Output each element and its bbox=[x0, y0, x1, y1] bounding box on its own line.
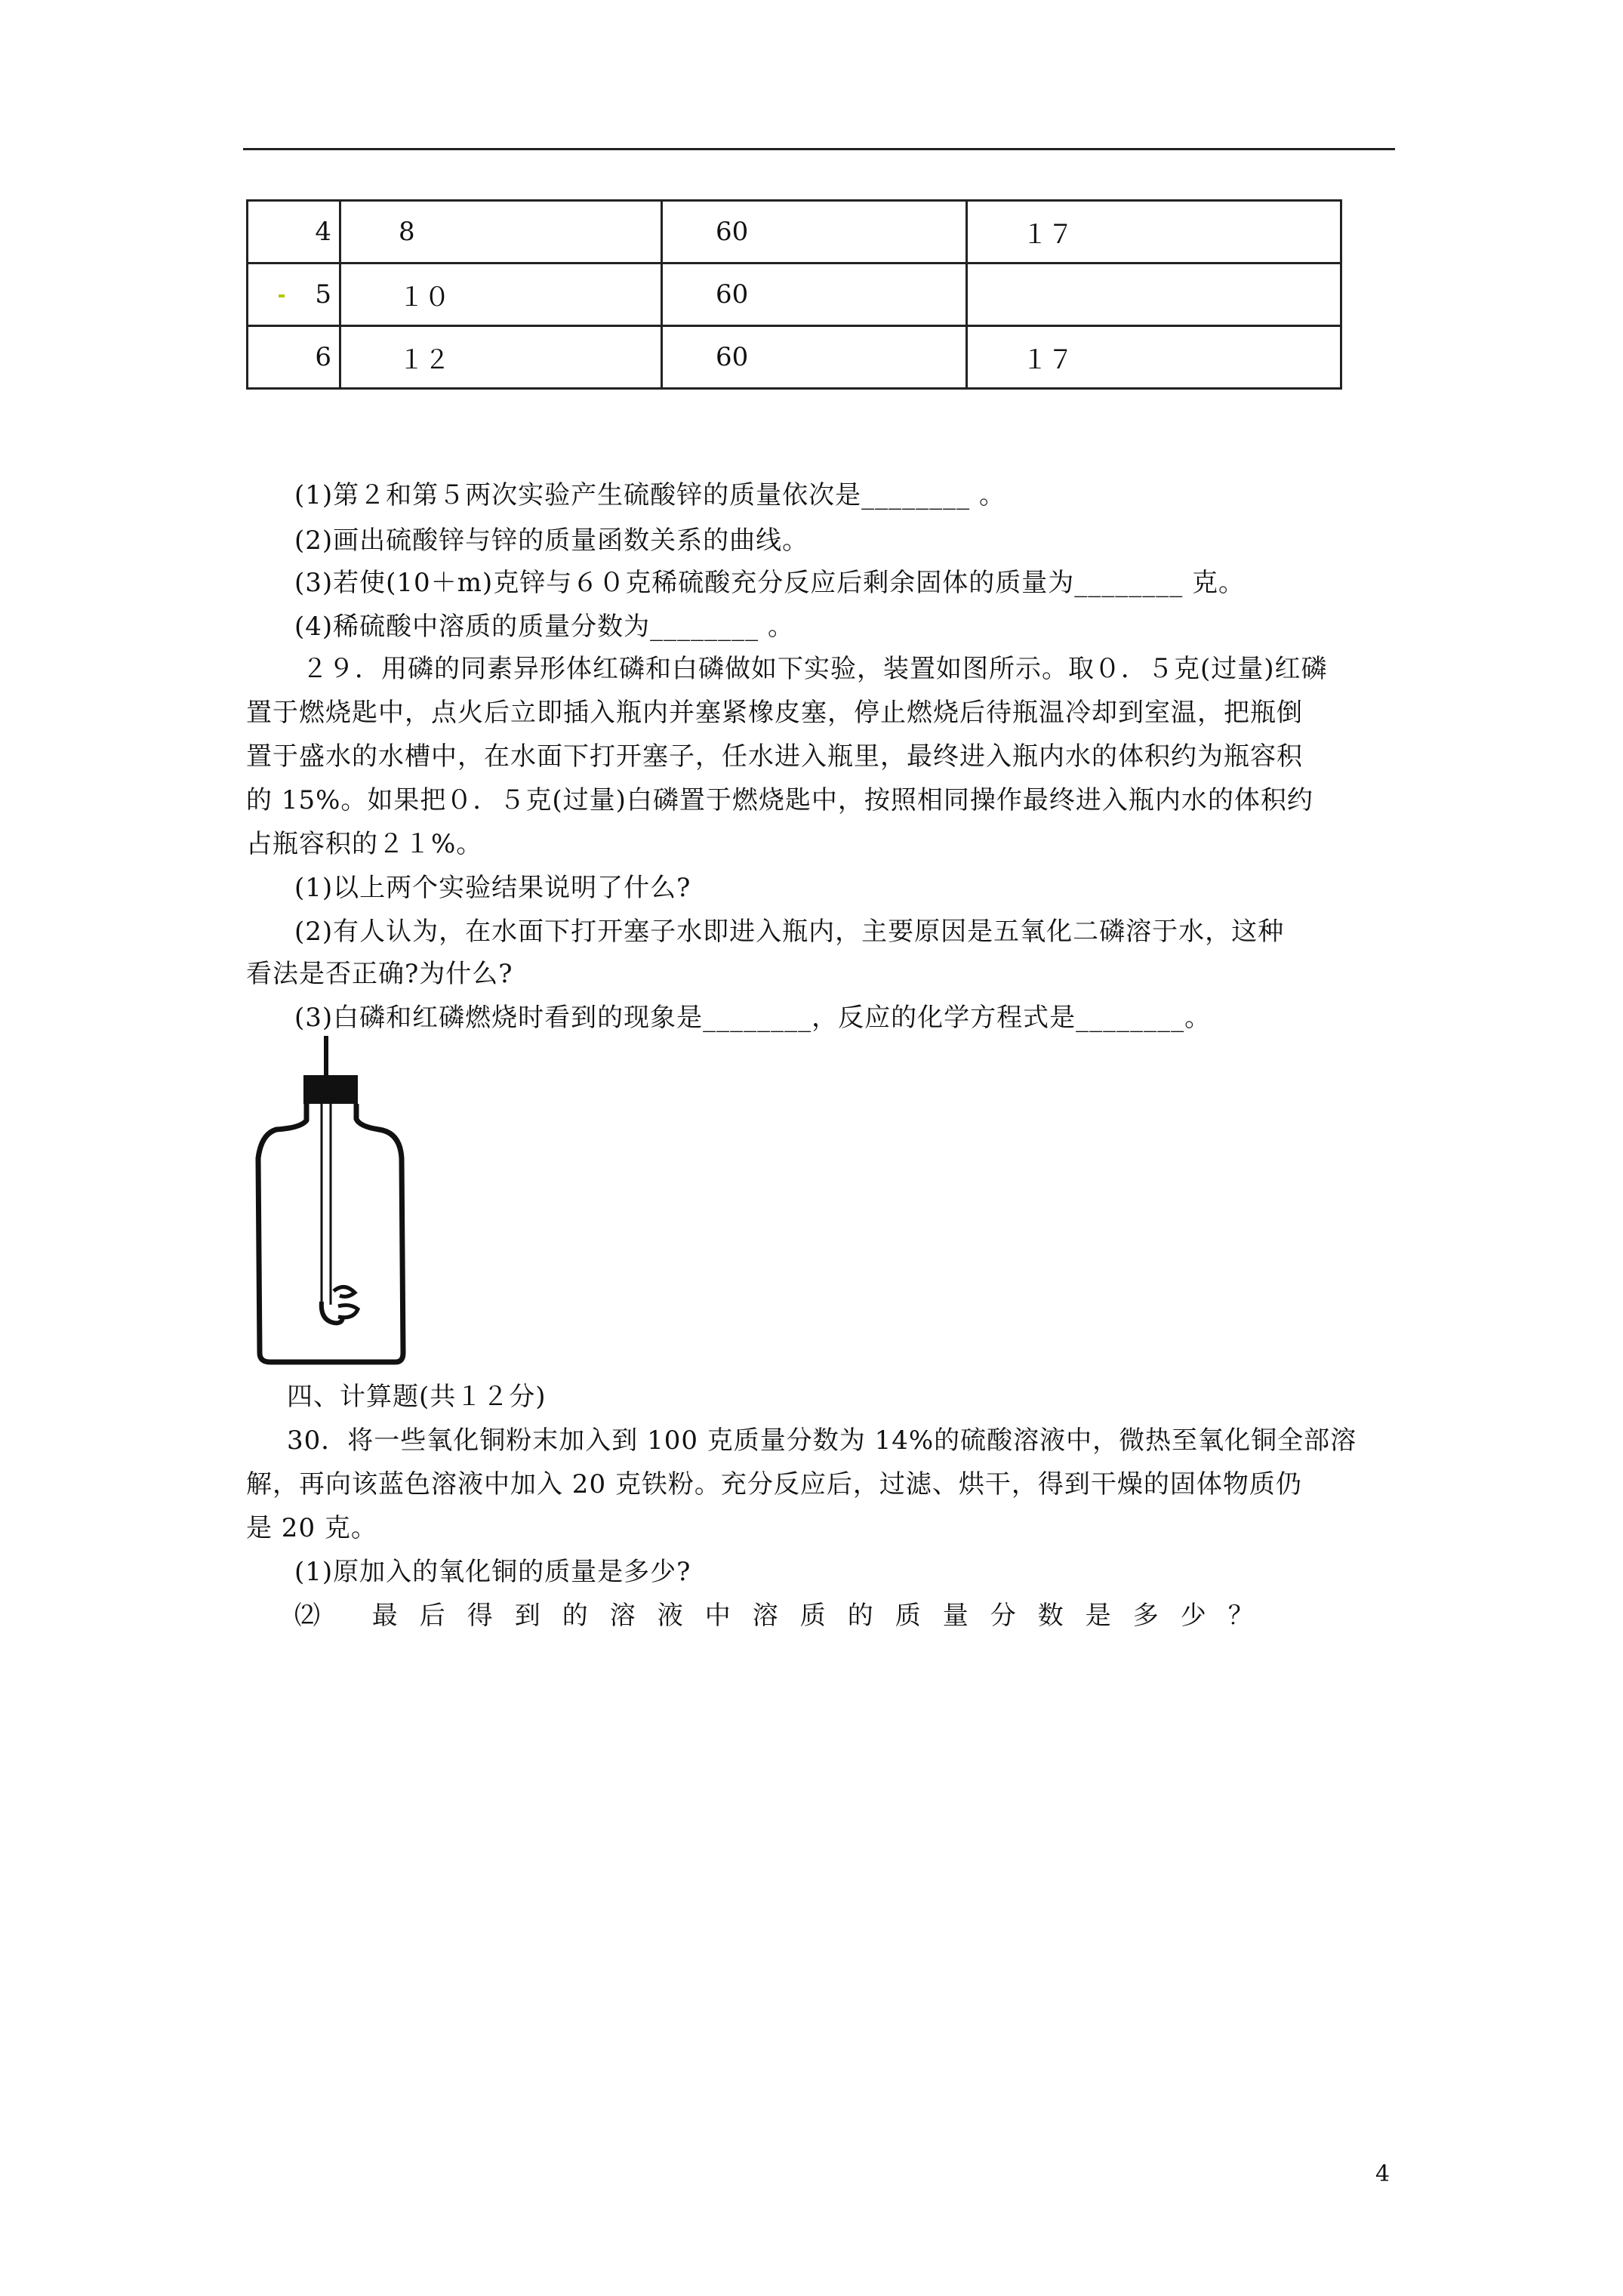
q28-sub1: (1)第２和第５两次实验产生硫酸锌的质量依次是________ 。 bbox=[294, 480, 1006, 510]
q29-stem-line: 置于盛水的水槽中，在水面下打开塞子，任水进入瓶里，最终进入瓶内水的体积约为瓶容积 bbox=[246, 741, 1303, 772]
table-row bbox=[248, 264, 1341, 326]
phosphorus-sample bbox=[334, 1287, 358, 1317]
table-cell-n: 6 bbox=[248, 326, 340, 389]
q28-sub4: (4)稀硫酸中溶质的质量分数为________ 。 bbox=[294, 612, 794, 642]
q30-sub2: ⑵ 最后得到的溶液中溶质的质量分数是多少？ bbox=[294, 1601, 1276, 1631]
data-table bbox=[246, 199, 1342, 390]
q30-stem-line: 30．将一些氧化铜粉末加入到 100 克质量分数为 14%的硫酸溶液中，微热至氧化铜全部溶 bbox=[287, 1425, 1357, 1456]
table-cell-zinc: １２ bbox=[340, 326, 662, 389]
stray-mark bbox=[279, 294, 285, 297]
table-cell-acid: 60 bbox=[662, 264, 967, 326]
table-cell-acid: 60 bbox=[662, 201, 967, 264]
table-cell-product bbox=[967, 264, 1341, 326]
table-row bbox=[248, 326, 1341, 389]
table-cell-product: １７ bbox=[967, 201, 1341, 264]
q29-stem-line: 置于燃烧匙中，点火后立即插入瓶内并塞紧橡皮塞，停止燃烧后待瓶温冷却到室温，把瓶倒 bbox=[246, 698, 1303, 728]
table-row bbox=[248, 201, 1341, 264]
q29-stem-line: ２９．用磷的同素异形体红磷和白磷做如下实验，装置如图所示。取０．５克(过量)红磷 bbox=[302, 654, 1328, 684]
table-cell-zinc: 8 bbox=[340, 201, 662, 264]
q28-sub3: (3)若使(10＋m)克锌与６０克稀硫酸充分反应后剩余固体的质量为________ 克。 bbox=[294, 568, 1245, 598]
q29-sub3: (3)白磷和红磷燃烧时看到的现象是________，反应的化学方程式是________。 bbox=[294, 1003, 1212, 1033]
table-cell-n: 4 bbox=[248, 201, 340, 264]
bottle-figure bbox=[245, 1036, 426, 1373]
section-title: 四、计算题(共１２分) bbox=[287, 1382, 547, 1412]
rubber-stopper bbox=[303, 1075, 358, 1104]
q29-stem-line: 的 15%。如果把０．５克(过量)白磷置于燃烧匙中，按照相同操作最终进入瓶内水的体积约 bbox=[246, 785, 1313, 815]
q30-stem-line: 解，再向该蓝色溶液中加入 20 克铁粉。充分反应后，过滤、烘干，得到干燥的固体物质仍 bbox=[246, 1469, 1302, 1499]
q29-sub1: (1)以上两个实验结果说明了什么? bbox=[294, 873, 691, 903]
q29-stem-line: 占瓶容积的２１%。 bbox=[246, 829, 483, 859]
header-rule bbox=[243, 148, 1395, 150]
q29-sub2: (2)有人认为，在水面下打开塞子水即进入瓶内，主要原因是五氧化二磷溶于水，这种 bbox=[294, 917, 1285, 947]
table-cell-acid: 60 bbox=[662, 326, 967, 389]
table-cell-product: １７ bbox=[967, 326, 1341, 389]
table-cell-zinc: １０ bbox=[340, 264, 662, 326]
table-cell-n: 5 bbox=[248, 264, 340, 326]
q30-stem-line: 是 20 克。 bbox=[246, 1513, 377, 1543]
q30-sub1: (1)原加入的氧化铜的质量是多少? bbox=[294, 1557, 691, 1587]
q28-sub2: (2)画出硫酸锌与锌的质量函数关系的曲线。 bbox=[294, 525, 809, 556]
page-number: 4 bbox=[1375, 2161, 1390, 2187]
q29-sub2-cont: 看法是否正确?为什么? bbox=[246, 959, 513, 989]
